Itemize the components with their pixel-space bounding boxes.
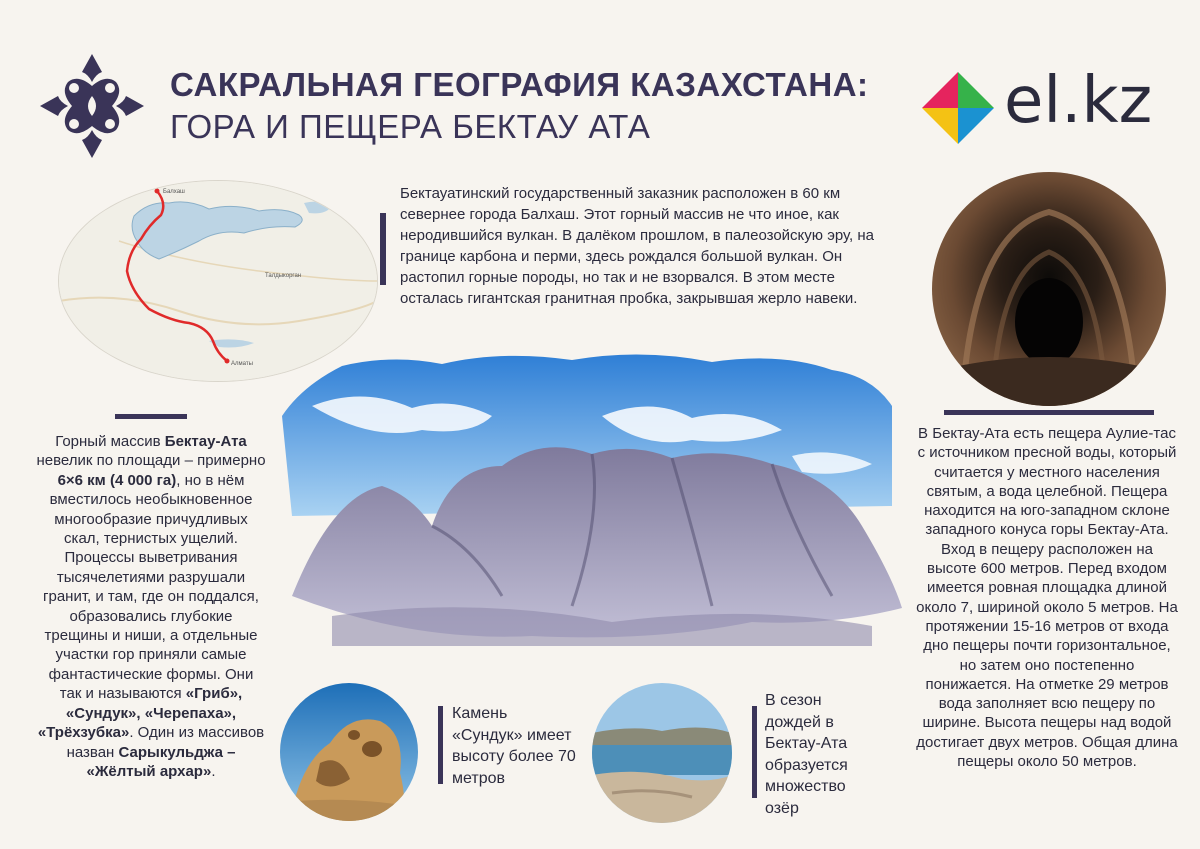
intro-paragraph: Бектауатинский государственный заказник расположен в 60 км севернее города Балхаш. Этот горный массив не что иное, как неродившийся вулкан. В далёком прошлом, в палеозойскую эру, на границе карбона и перми, здесь рождался большой вулкан. Он растопил горные породы, но так и не взорвался. В этом месте осталась гигантская гранитная пробка, закрывшая жерло навеки. xyxy=(400,185,874,307)
stone-sunduk-photo xyxy=(280,683,418,821)
ornament-logo-icon xyxy=(38,52,146,160)
map-label-almaty: Алматы xyxy=(231,361,253,367)
logo-text: el.kz xyxy=(1004,64,1153,138)
massif-name: Бектау-Ата xyxy=(164,433,247,450)
lake-photo xyxy=(592,683,732,823)
page-subtitle: ГОРА И ПЕЩЕРА БЕКТАУ АТА xyxy=(170,108,651,145)
el-kz-logo[interactable] xyxy=(918,64,1153,146)
cave-description: В Бектау-Ата есть пещера Аулие-тас с источником пресной воды, который считается у местного населения святым, а вода целебной. Пещера находится на юго-западном склоне западного конуса горы Бектау-Ата. Вход в пещеру расположен на высоте 600 метров. Перед входом имеется ровная площадка длиной около 7, шириной около 5 метров. На протяжении 15-16 метров от входа дно пещеры почти горизонтальное, но затем оно постепенно понижается. На отметке 29 метров вода заполняет всю пещеру по ширине. Высота пещеры над водой достигает двух метров. Общая длина пещеры около 50 метров. xyxy=(916,425,1178,771)
rock-names: «Гриб», «Сундук», «Черепаха», «Трёхзубка» xyxy=(37,685,243,742)
mountain-illustration xyxy=(272,346,912,666)
page-title: САКРАЛЬНАЯ ГЕОГРАФИЯ КАЗАХСТАНА: xyxy=(170,66,869,103)
stone-accent-bar xyxy=(438,706,443,784)
intro-accent-bar xyxy=(380,213,386,285)
cave-accent-bar xyxy=(944,410,1154,415)
map-label-taldykorgan: Талдыкорган xyxy=(265,273,302,279)
left-accent-bar xyxy=(115,414,187,419)
yellow-argali-name: Сарыкульджа – «Жёлтый архар» xyxy=(86,743,236,780)
massif-description: Горный массив Бектау-Ата невелик по площади – примерно 6×6 км (4 000 га), но в нём вместилось необыкновенное многообразие причудливых скал, тернистых ущелий. Процессы выветривания тысячелетиями разрушали гранит, и там, где он поддался, образовались глубокие трещины и ниши, а отдельные участки гор приняли самые фантастические формы. Они так и называются «Гриб», «Сундук», «Черепаха», «Трёхзубка». Один из массивов назван Сарыкульджа – «Жёлтый архар». xyxy=(36,433,266,780)
el-kz-logo-icon xyxy=(918,70,998,146)
lake-caption: В сезон дождей в Бектау-Ата образуется множество озёр xyxy=(765,692,848,817)
map-label-balkhash: Балхаш xyxy=(163,189,185,195)
cave-photo xyxy=(932,172,1166,406)
stone-caption: Камень «Сундук» имеет высоту более 70 метров xyxy=(452,705,576,787)
lake-accent-bar xyxy=(752,706,757,798)
massif-area: 6×6 км (4 000 га) xyxy=(57,471,177,489)
